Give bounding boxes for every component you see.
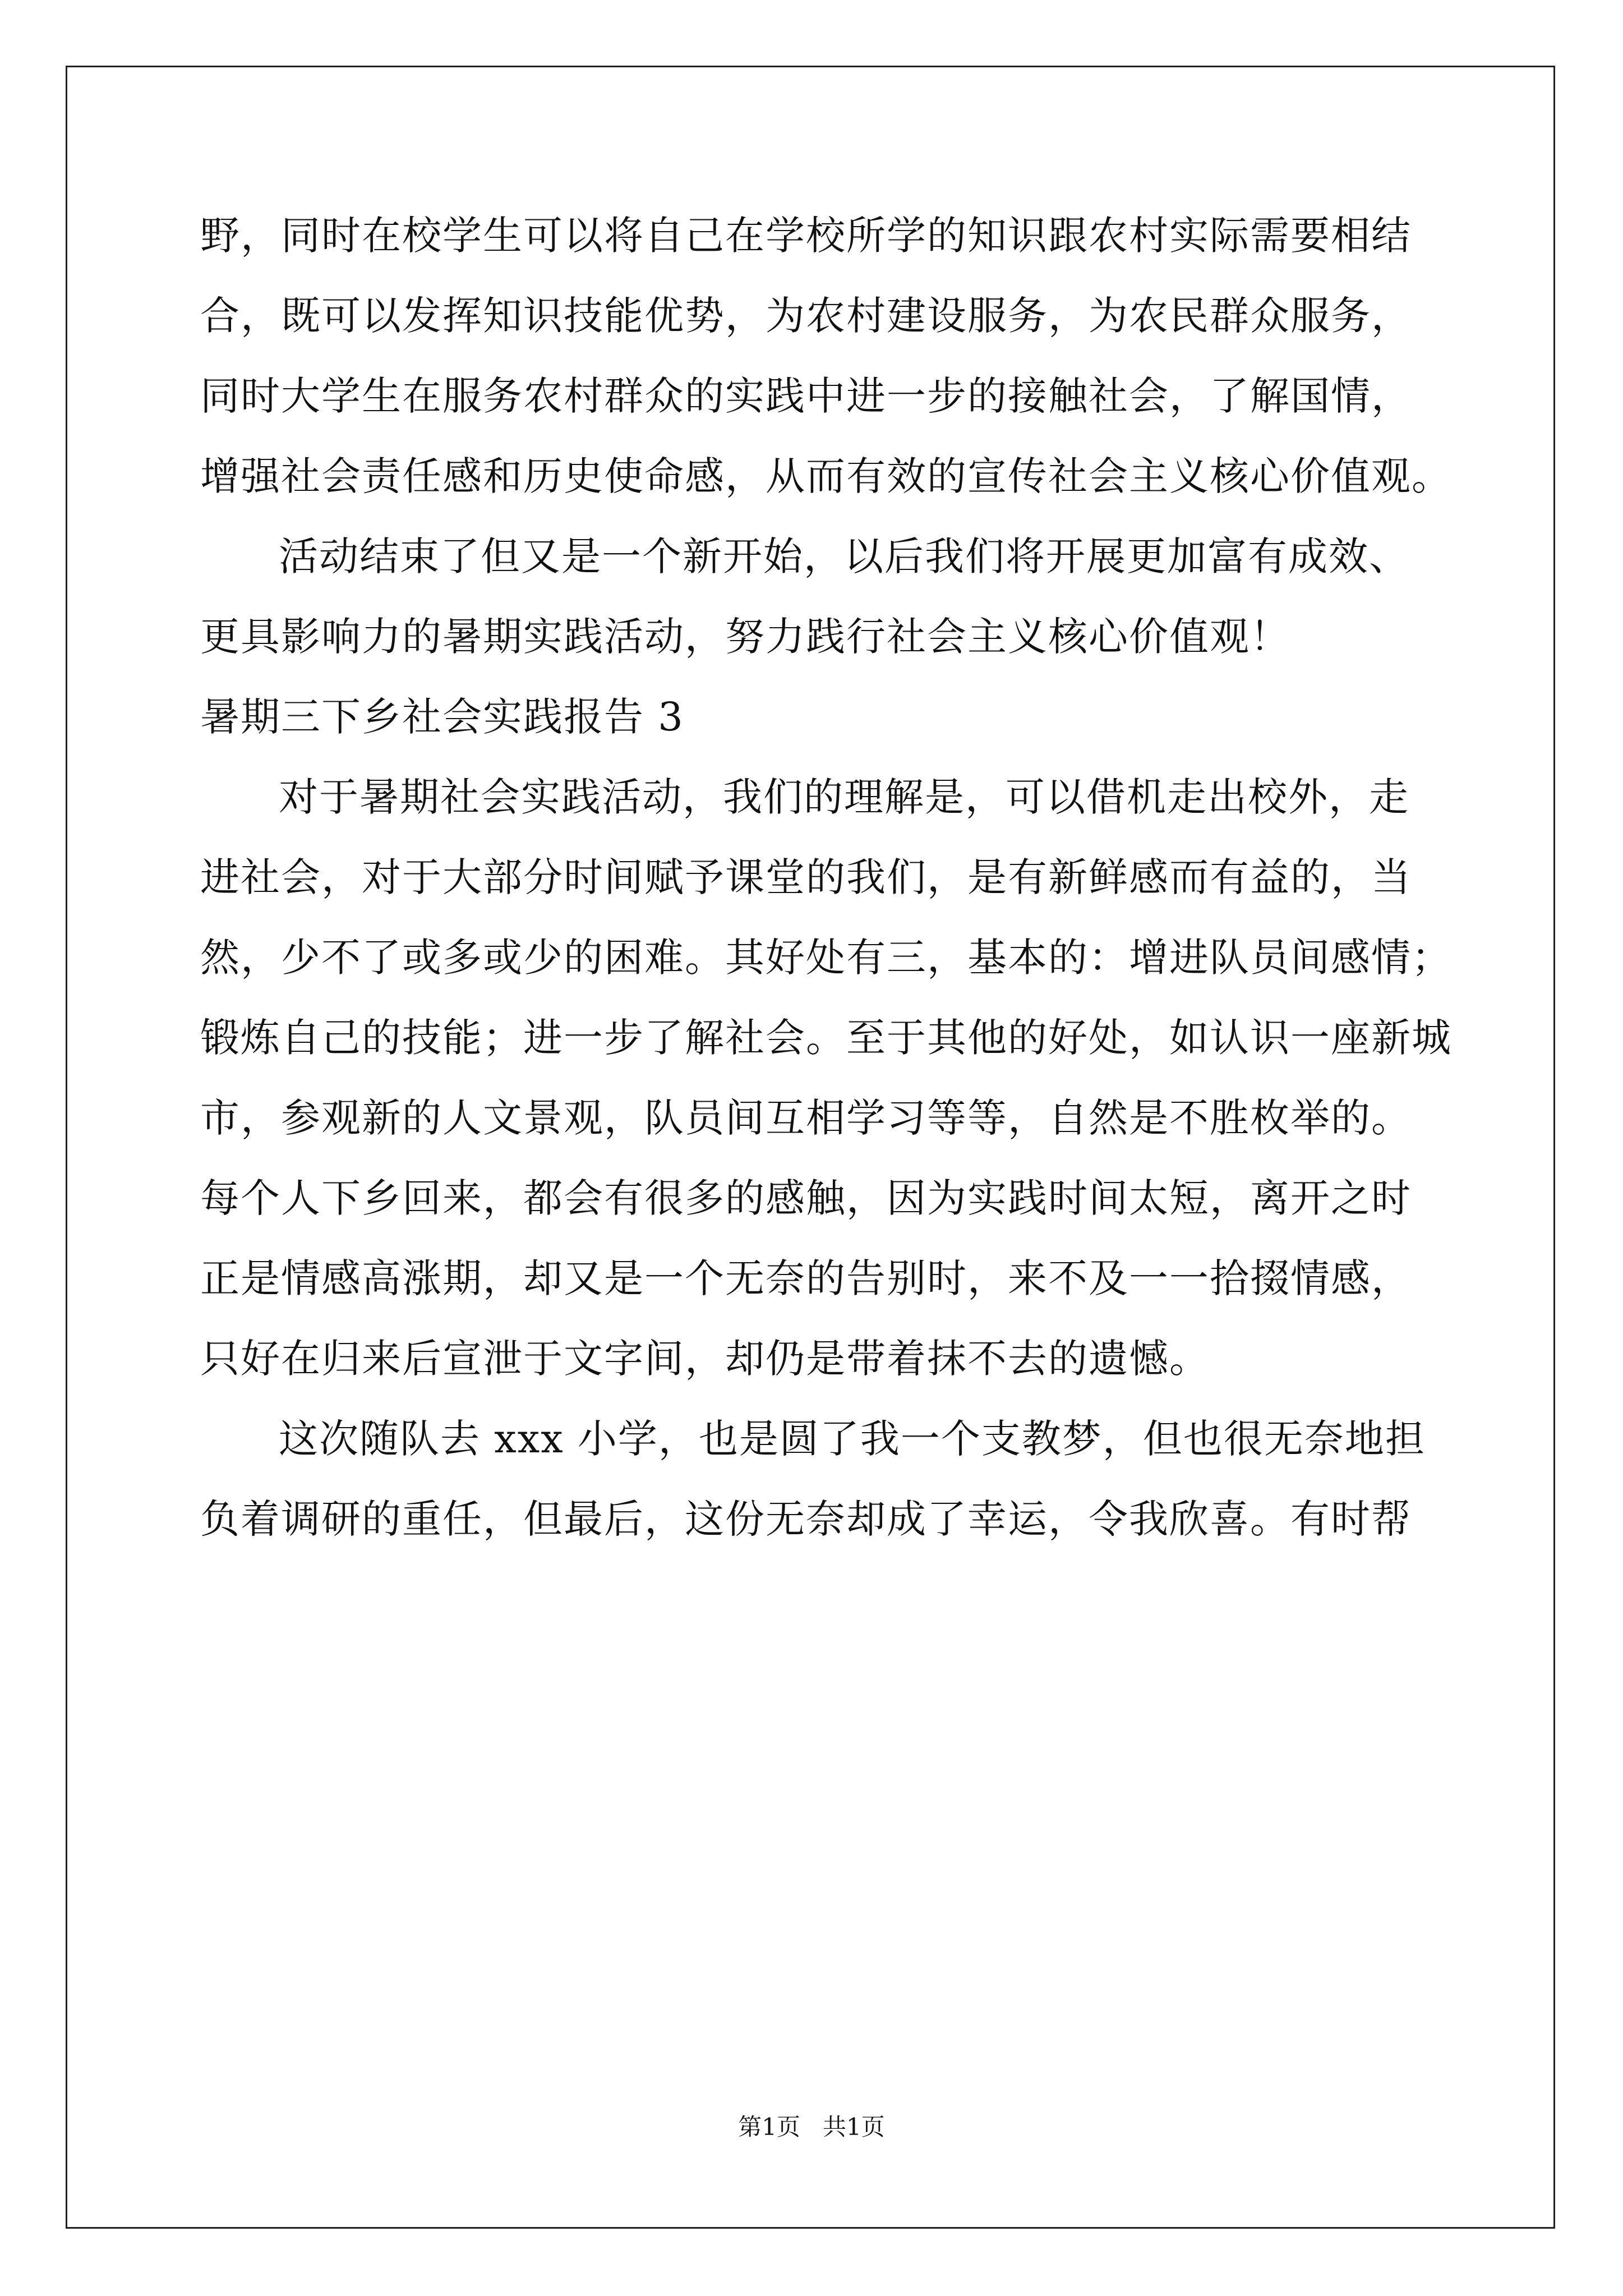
text-line: 更具影响力的暑期实践活动，努力践行社会主义核心价值观！ (200, 614, 1290, 660)
text-line: 市，参观新的人文景观，队员间互相学习等等，自然是不胜枚举的。 (200, 1095, 1412, 1141)
section-heading: 暑期三下乡社会实践报告 3 (200, 694, 684, 740)
page-number: 第1页 共1页 (738, 2113, 885, 2141)
text-line: 正是情感高涨期，却又是一个无奈的告别时，来不及一一拾掇情感， (200, 1255, 1412, 1301)
text-line: 合，既可以发挥知识技能优势，为农村建设服务，为农民群众服务， (200, 293, 1412, 339)
paragraph-start-line: 对于暑期社会实践活动，我们的理解是，可以借机走出校外，走 (279, 774, 1409, 820)
text-line: 负着调研的重任，但最后，这份无奈却成了幸运，令我欣喜。有时帮 (200, 1496, 1412, 1542)
text-line: 然，少不了或多或少的困难。其好处有三，基本的：增进队员间感情； (200, 935, 1452, 981)
text-line: 进社会，对于大部分时间赋予课堂的我们，是有新鲜感而有益的，当 (200, 854, 1412, 900)
text-line: 同时大学生在服务农村群众的实践中进一步的接触社会，了解国情， (200, 373, 1412, 419)
text-line: 只好在归来后宣泄于文字间，却仍是带着抹不去的遗憾。 (200, 1336, 1210, 1382)
text-line: 增强社会责任感和历史使命感，从而有效的宣传社会主义核心价值观。 (200, 453, 1452, 499)
text-line: 野，同时在校学生可以将自己在学校所学的知识跟农村实际需要相结 (200, 213, 1412, 259)
text-line: 每个人下乡回来，都会有很多的感触，因为实践时间太短，离开之时 (200, 1175, 1412, 1221)
paragraph-start-line: 这次随队去 xxx 小学，也是圆了我一个支教梦，但也很无奈地担 (279, 1416, 1426, 1462)
text-line: 锻炼自己的技能；进一步了解社会。至于其他的好处，如认识一座新城 (200, 1015, 1452, 1061)
paragraph-start-line: 活动结束了但又是一个新开始，以后我们将开展更加富有成效、 (279, 533, 1409, 579)
